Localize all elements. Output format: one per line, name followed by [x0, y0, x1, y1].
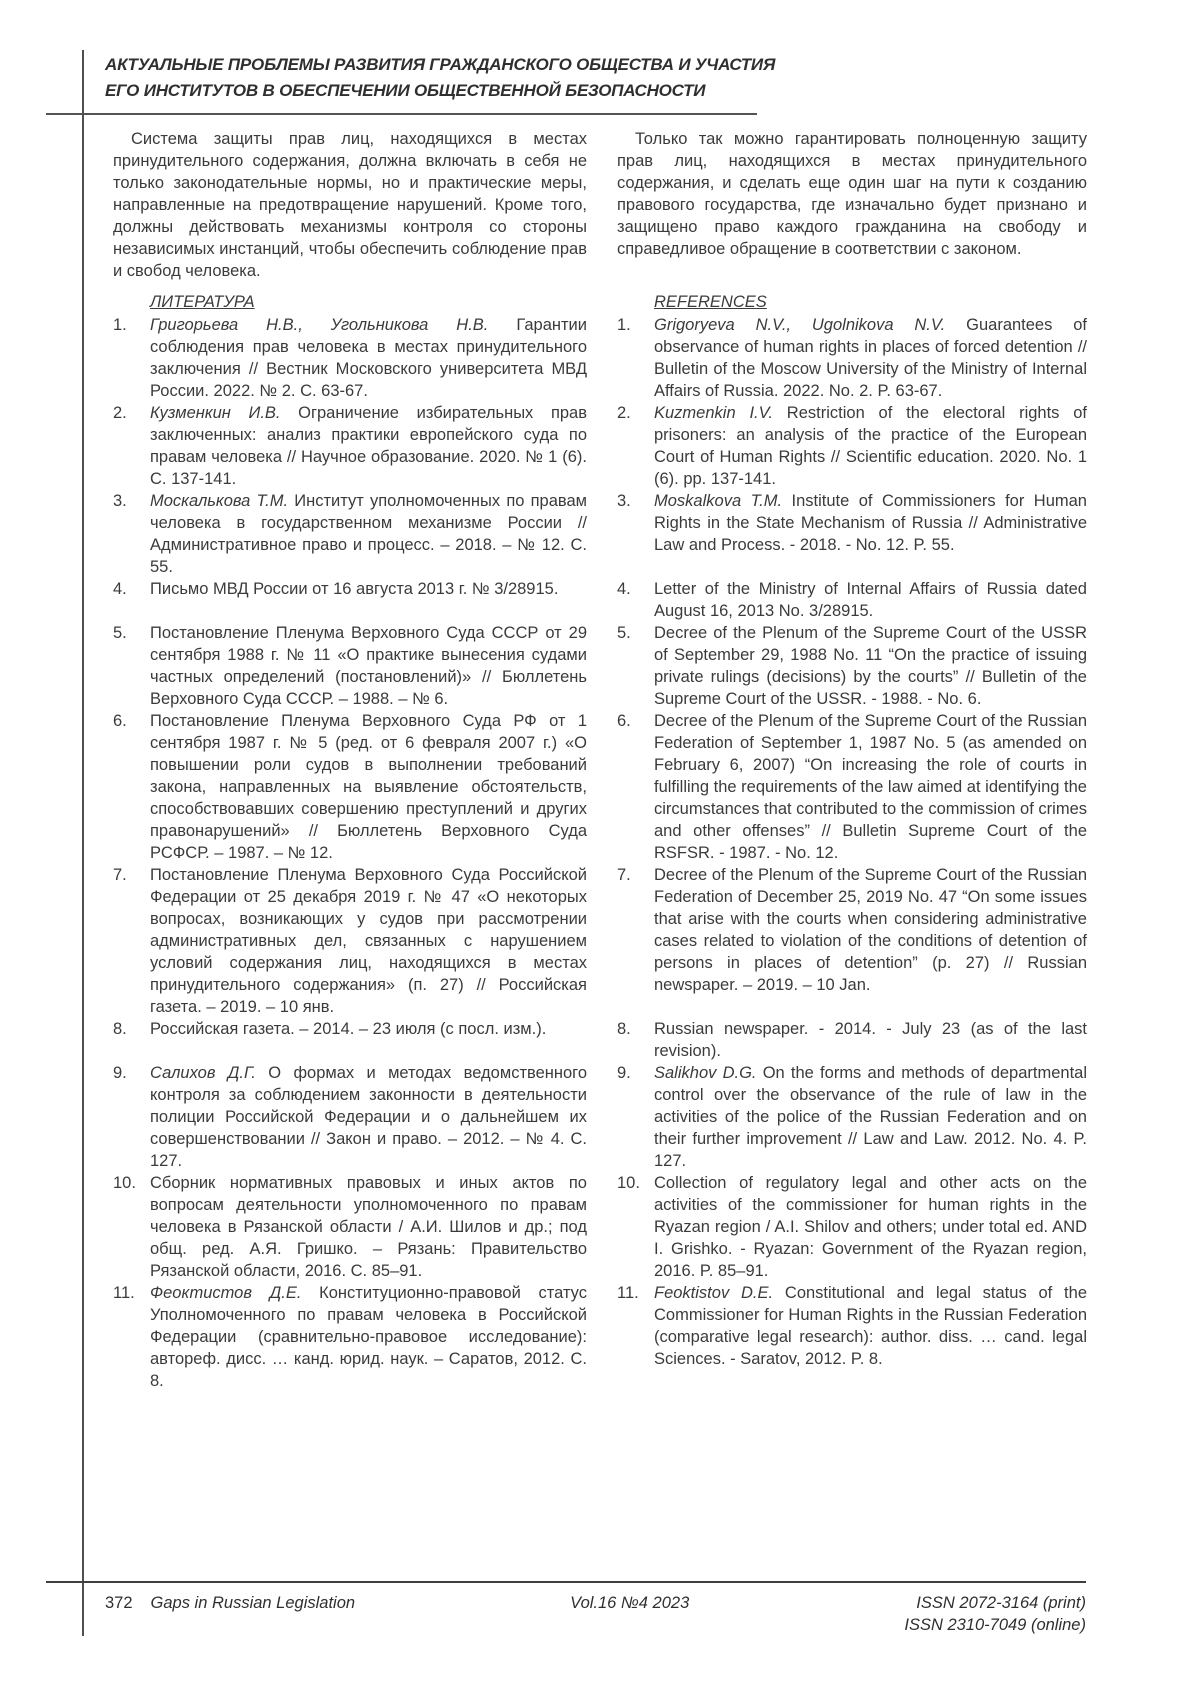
item-number: 4. — [113, 580, 127, 598]
item-text: Сборник нормативных правовых и иных актов по вопросам деятельности уполномоченного по правам человека в Рязанской области / А.И. Шилов и др.; под общ. ред. А.Я. Гришко. – Рязань: Правительство Рязанской области, 2016. С. 85–91. — [150, 1174, 587, 1280]
literature-heading: ЛИТЕРАТУРА — [150, 293, 255, 311]
item-text: Decree of the Plenum of the Supreme Court of the Russian Federation of December 25, 2019 No. 47 “On some issues that arise with the courts when considering administrative cases related to violation of the conditions of detention of persons in places of detention” (p. 27) // Russian newspaper. – 2019. – 10 Jan. — [654, 866, 1087, 994]
intro-paragraph-right: Только так можно гарантировать полноценную защиту прав лиц, находящихся в местах принудительного содержания, и сделать еще один шаг на пути к созданию правового государства, где изначально будет признано и защищено право каждого гражданина на свободу и справедливое обращение в соответствии с законом. — [617, 130, 1087, 258]
reference-item — [617, 710, 1087, 864]
intro-paragraph-left: Система защиты прав лиц, находящихся в местах принудительного содержания, должна включать в себя не только законодательные нормы, но и практические меры, направленные на предотвращение нарушений. Кроме того, должны действовать механизмы контроля со стороны независимых инстанций, чтобы обеспечить соблюдение прав и свобод человека. — [113, 130, 587, 280]
item-text: Constitutional and legal status of the Commissioner for Human Rights in the Russian Federation (comparative legal research): author. diss. … cand. legal Sciences. - Saratov, 2012. P. 8. — [654, 1284, 1087, 1368]
item-number: 5. — [617, 624, 631, 642]
running-head-line1: АКТУАЛЬНЫЕ ПРОБЛЕМЫ РАЗВИТИЯ ГРАЖДАНСКОГО ОБЩЕСТВА И УЧАСТИЯ — [105, 55, 776, 74]
item-text: Постановление Пленума Верховного Суда РФ от 1 сентября 1987 г. № 5 (ред. от 6 февраля 2007 г.) «О повышении роли судов в выполнении требований закона, направленных на выявление обстоятельств, способствовавших совершению преступлений и других правонарушений» // Бюллетень Верховного Суда РСФСР. – 1987. – № 12. — [150, 712, 587, 862]
item-number: 3. — [113, 492, 127, 510]
item-author: Kuzmenkin I.V. — [654, 404, 773, 422]
reference-item — [617, 622, 1087, 710]
literature-item — [113, 314, 587, 402]
item-author: Feoktistov D.E. — [654, 1284, 774, 1302]
literature-item — [113, 710, 587, 864]
item-text: Decree of the Plenum of the Supreme Court of the USSR of September 29, 1988 No. 11 “On the practice of issuing private rulings (decisions) by the courts” // Bulletin of the Supreme Court of the USSR. - 1988. - No. 6. — [654, 624, 1087, 708]
item-number: 6. — [113, 712, 127, 730]
item-number: 2. — [617, 404, 631, 422]
reference-item — [617, 578, 1087, 622]
item-text: Restriction of the electoral rights of prisoners: an analysis of the practice of the European Court of Human Rights // Scientific education. 2020. No. 1 (6). pp. 137-141. — [654, 404, 1087, 488]
header-rule — [46, 113, 757, 115]
item-author: Москалькова Т.М. — [150, 492, 289, 510]
reference-list — [113, 314, 1087, 1392]
item-number: 8. — [617, 1020, 631, 1038]
item-number: 4. — [617, 580, 631, 598]
literature-item — [113, 490, 587, 578]
item-text: Decree of the Plenum of the Supreme Court of the Russian Federation of September 1, 1987 No. 5 (as amended on February 6, 2007) “On increasing the role of courts in fulfilling the requirements of the law aimed at identifying the circumstances that contributed to the commission of crimes and other offenses” // Bulletin Supreme Court of the RSFSR. - 1987. - No. 12. — [654, 712, 1087, 862]
item-text: О формах и методах ведомственного контроля за соблюдением законности в деятельности полиции Российской Федерации и о дальнейшем их совершенствовании // Закон и право. – 2012. – № 4. С. 127. — [150, 1064, 587, 1170]
running-head-line2: ЕГО ИНСТИТУТОВ В ОБЕСПЕЧЕНИИ ОБЩЕСТВЕННОЙ БЕЗОПАСНОСТИ — [105, 81, 706, 100]
volume-info: Vol.16 №4 2023 — [570, 1594, 690, 1612]
item-number: 7. — [617, 866, 631, 884]
issn-online: ISSN 2310-7049 (online) — [904, 1616, 1086, 1634]
item-author: Феоктистов Д.Е. — [150, 1284, 302, 1302]
reference-row — [113, 864, 1087, 1018]
issn-print: ISSN 2072-3164 (print) — [916, 1594, 1086, 1612]
literature-item — [113, 578, 587, 622]
reference-item — [617, 402, 1087, 490]
item-number: 10. — [617, 1174, 640, 1192]
literature-item — [113, 864, 587, 1018]
literature-item — [113, 1282, 587, 1392]
literature-item — [113, 1172, 587, 1282]
reference-item — [617, 1282, 1087, 1392]
reference-row — [113, 402, 1087, 490]
reference-row — [113, 1018, 1087, 1062]
item-author: Grigoryeva N.V., Ugolnikova N.V. — [654, 316, 946, 334]
reference-row — [113, 578, 1087, 622]
item-author: Григорьева Н.В., Угольникова Н.В. — [150, 316, 489, 334]
reference-row — [113, 1282, 1087, 1392]
item-author: Salikhov D.G. — [654, 1064, 757, 1082]
reference-item — [617, 1062, 1087, 1172]
page-number: 372 — [105, 1594, 133, 1612]
reference-item — [617, 314, 1087, 402]
item-number: 11. — [617, 1284, 639, 1302]
footer-rule — [46, 1581, 1086, 1583]
intro-section — [113, 128, 1087, 282]
item-number: 10. — [113, 1174, 136, 1192]
item-number: 2. — [113, 404, 127, 422]
item-text: Institute of Commissioners for Human Rights in the State Mechanism of Russia // Administrative Law and Process. - 2018. - No. 12. P. 55. — [654, 492, 1087, 554]
item-number: 8. — [113, 1020, 127, 1038]
reference-item — [617, 490, 1087, 578]
item-text: Letter of the Ministry of Internal Affairs of Russia dated August 16, 2013 No. 3/28915. — [654, 580, 1087, 620]
item-text: Письмо МВД России от 16 августа 2013 г. № 3/28915. — [150, 580, 559, 598]
literature-item — [113, 1018, 587, 1062]
literature-item — [113, 1062, 587, 1172]
left-margin-rule — [82, 50, 84, 1636]
item-number: 5. — [113, 624, 127, 642]
item-text: Гарантии соблюдения прав человека в местах принудительного заключения // Вестник Московского университета МВД России. 2022. № 2. С. 63-67. — [150, 316, 587, 400]
reference-row — [113, 1062, 1087, 1172]
list-headings-row — [113, 282, 1087, 314]
journal-title: Gaps in Russian Legislation — [150, 1594, 356, 1612]
item-text: Russian newspaper. - 2014. - July 23 (as of the last revision). — [654, 1020, 1087, 1060]
item-text: Ограничение избирательных прав заключенных: анализ практики европейского суда по правам человека // Научное образование. 2020. № 1 (6). С. 137-141. — [150, 404, 587, 488]
reference-item — [617, 864, 1087, 1018]
reference-row — [113, 490, 1087, 578]
item-number: 6. — [617, 712, 631, 730]
reference-row — [113, 622, 1087, 710]
reference-row — [113, 710, 1087, 864]
literature-item — [113, 402, 587, 490]
reference-row — [113, 314, 1087, 402]
running-head — [0, 0, 805, 104]
item-text: Институт уполномоченных по правам человека в государственном механизме России // Административное право и процесс. – 2018. – № 12. С. 55. — [150, 492, 587, 576]
item-text: Постановление Пленума Верховного Суда СССР от 29 сентября 1988 г. № 11 «О практике вынесения судами частных определений (постановлений)» // Бюллетень Верховного Суда СССР. – 1988. – № 6. — [150, 624, 587, 708]
reference-item — [617, 1018, 1087, 1062]
reference-row — [113, 1172, 1087, 1282]
item-author: Салихов Д.Г. — [150, 1064, 256, 1082]
item-number: 9. — [617, 1064, 631, 1082]
item-text: Конституционно-правовой статус Уполномоченного по правам человека в Российской Федерации (сравнительно-правовое исследование): автореф. дисс. … канд. юрид. наук. – Саратов, 2012. С. 8. — [150, 1284, 587, 1390]
page-footer — [105, 1592, 1086, 1636]
item-text: Постановление Пленума Верховного Суда Российской Федерации от 25 декабря 2019 г. № 47 «О некоторых вопросах, возникающих у судов при рассмотрении административных дел, связанных с нарушением условий содержания лиц, находящихся в местах принудительного содержания» (п. 27) // Российская газета. – 2019. – 10 янв. — [150, 866, 587, 1016]
item-author: Moskalkova T.M. — [654, 492, 783, 510]
literature-item — [113, 622, 587, 710]
item-number: 9. — [113, 1064, 127, 1082]
item-number: 1. — [617, 316, 631, 334]
item-text: Guarantees of observance of human rights in places of forced detention // Bulletin of the Moscow University of the Ministry of Internal Affairs of Russia. 2022. No. 2. P. 63-67. — [654, 316, 1087, 400]
item-text: On the forms and methods of departmental control over the observance of the rule of law in the activities of the police of the Russian Federation and on their further improvement // Law and Law. 2012. No. 4. P. 127. — [654, 1064, 1088, 1170]
references-heading: REFERENCES — [654, 293, 767, 311]
reference-item — [617, 1172, 1087, 1282]
page-body — [113, 128, 1087, 1392]
item-text: Collection of regulatory legal and other acts on the activities of the commissioner for human rights in the Ryazan region / A.I. Shilov and others; under total ed. AND I. Grishko. - Ryazan: Government of the Ryazan region, 2016. P. 85–91. — [654, 1174, 1087, 1280]
item-author: Кузменкин И.В. — [150, 404, 281, 422]
item-number: 7. — [113, 866, 127, 884]
item-number: 3. — [617, 492, 631, 510]
item-text: Российская газета. – 2014. – 23 июля (с посл. изм.). — [150, 1020, 547, 1038]
item-number: 1. — [113, 316, 127, 334]
item-number: 11. — [113, 1284, 135, 1302]
